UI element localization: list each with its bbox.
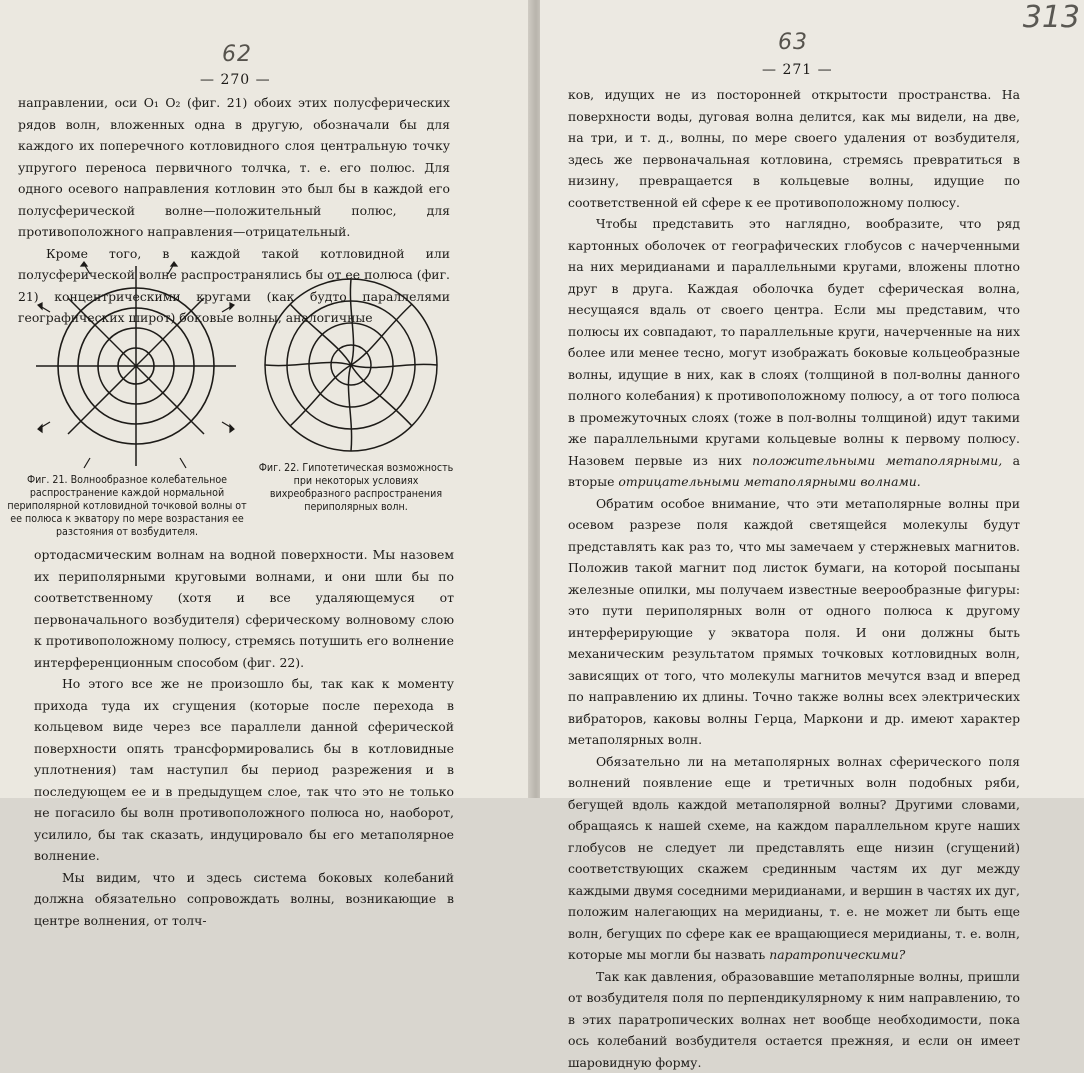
figure-22-diagram bbox=[258, 272, 444, 458]
paragraph: Так как давления, образовавшие метаполярные волны, пришли от возбудителя поля по перпендикулярному к ним направлению, то в этих паратропических волнах нет вообще необходимости, пока ось колебаний возбудителя остается прежняя, и если он имеет шаровидную форму. bbox=[568, 966, 1020, 1073]
paragraph: направлении, оси O₁ O₂ (фиг. 21) обоих этих полусферических рядов волн, вложенных одна в другую, обозначали бы для каждого их поперечного котловидного слоя центральную точку упругого переноса первичного толчка, т. е. его полюс. Для одного осевого направления котловин это был бы в каждой его полусферической волне—положительный полюс, для противоположного направления—отрицательный. bbox=[18, 92, 450, 243]
paragraph: Мы видим, что и здесь система боковых колебаний должна обязательно сопровождать волны, возникающие в центре волнения, от толч- bbox=[34, 867, 454, 932]
handwritten-page-number: 63 bbox=[778, 30, 808, 55]
paragraph-text: Чтобы представить это наглядно, вообразите, что ряд картонных оболочек от географических глобусов с начерченными на них меридианами и параллельными кругами, вложены плотно друг в друга. Каждая оболочка будет сферическая волна, несущаяся вдаль от своего центра. Если мы представим, что полюсы их совпадают, то параллельные круги, начерченные на них более или менее тесно, могут изображать боковые кольцеобразные волны, идущие в них, как в слоях (толщиной в пол-волны данного полного колебания) к противоположному полюсу, а от того полюса в промежуточных слоях (тоже в пол-волны толщиной) идут такими же параллельными кругами кольцевые волны к первому полюсу. Назовем первые из них bbox=[568, 216, 1020, 468]
right-text bbox=[568, 84, 1020, 1073]
page-number: — 270 — bbox=[200, 72, 271, 88]
figure-21-caption: Фиг. 21. Волнообразное колебательное распространение каждой нормальной периполярной котловидной точковой волны от ее полюса к экватору по мере возрастания ее разстояния от возбудителя. bbox=[2, 474, 252, 539]
term-paratropic: паратропическими? bbox=[769, 947, 905, 962]
paragraph-with-term bbox=[568, 751, 1020, 966]
paragraph-text: Обязательно ли на метаполярных волнах сферического поля волнений появление еще и третичных волн подобных ряби, бегущей вдоль каждой метаполярной волны? Другими словами, обращаясь к нашей схеме, на каждом параллельном круге наших глобусов не следует ли представлять еще низин (сгущений) соответствующих скажем срединным частям их дуг между каждыми двумя соседними меридианами, и вершин в частях их дуг, положим налегающих на меридианы, т. е. не может ли быть еще волн, бегущих по сфере как ее вращающиеся меридианы, т. е. волн, которые мы могли бы назвать bbox=[568, 754, 1020, 963]
paragraph: Обратим особое внимание, что эти метаполярные волны при осевом разрезе поля каждой светящейся молекулы будут представлять как раз то, что мы замечаем у стержневых магнитов. Положив такой магнит под листок бумаги, на которой посыпаны железные опилки, мы получаем известные веерообразные фигуры: это пути периполярных волн от одного полюса к другому интерферирующие у экватора поля. И они должны быть механическим результатом прямых точковых котловидных волн, зависящих от того, что молекулы магнитов мечутся взад и вперед по направлению их длины. Точно также волны всех электрических вибраторов, каковы волны Герца, Маркони и др. имеют характер метаполярных волн. bbox=[568, 493, 1020, 751]
paragraph: Кроме того, в каждой такой котловидной или полусферической волне распространялись бы от ее полюса (фиг. 21) концентрическими кругами (как будто параллелями географических широт) боковые волны, аналогичные bbox=[18, 243, 450, 329]
left-bottom-text bbox=[34, 544, 454, 931]
paragraph: ков, идущих не из посторонней открытости пространства. На поверхности воды, дуговая волна делится, как мы видели, на две, на три, и т. д., волны, по мере своего удаления от возбудителя, здесь же первоначальная котловина, стремясь превратиться в низину, превращается в кольцевые волны, идущие по соответственной ей сфере к ее противоположному полюсу. bbox=[568, 84, 1020, 213]
figure-21-diagram bbox=[28, 262, 254, 470]
figure-22-caption: Фиг. 22. Гипотетическая возможность при некоторых условиях вихреобразного распространения периполярных волн. bbox=[254, 462, 458, 514]
paragraph: Но этого все же не произошло бы, так как к моменту прихода туда их сгущения (которые после перехода в кольцевом виде через все параллели данной сферической поверхности опять трансформировались бы в котловидные уплотнения) там наступил бы период разрежения и в последующем ее и в предыдущем слое, так что это не только не погасило бы волн противоположного полюса но, наоборот, усилило, бы так сказать, индуцировало бы его метаполярное волнение. bbox=[34, 673, 454, 867]
page-number: — 271 — bbox=[762, 62, 833, 78]
term-positive-metapolar: положительными метаполярными, bbox=[752, 453, 1002, 468]
paragraph: ортодасмическим волнам на водной поверхности. Мы назовем их периполярными круговыми волнами, и они шли бы по соответственному (хотя и все удаляющемуся от первоначального возбудителя) сферическому волновому слою к противоположному полюсу, стремясь потушить его волнение интерференционным способом (фиг. 22). bbox=[34, 544, 454, 673]
paragraph-with-terms bbox=[568, 213, 1020, 493]
handwritten-page-number: 62 bbox=[222, 42, 252, 67]
paragraph-text: а вторые bbox=[568, 453, 1020, 490]
left-page bbox=[0, 0, 532, 798]
term-negative-metapolar: отрицательными метаполярными волнами. bbox=[618, 474, 920, 489]
right-page bbox=[540, 0, 1084, 798]
corner-archive-mark: 313 bbox=[1023, 0, 1080, 35]
